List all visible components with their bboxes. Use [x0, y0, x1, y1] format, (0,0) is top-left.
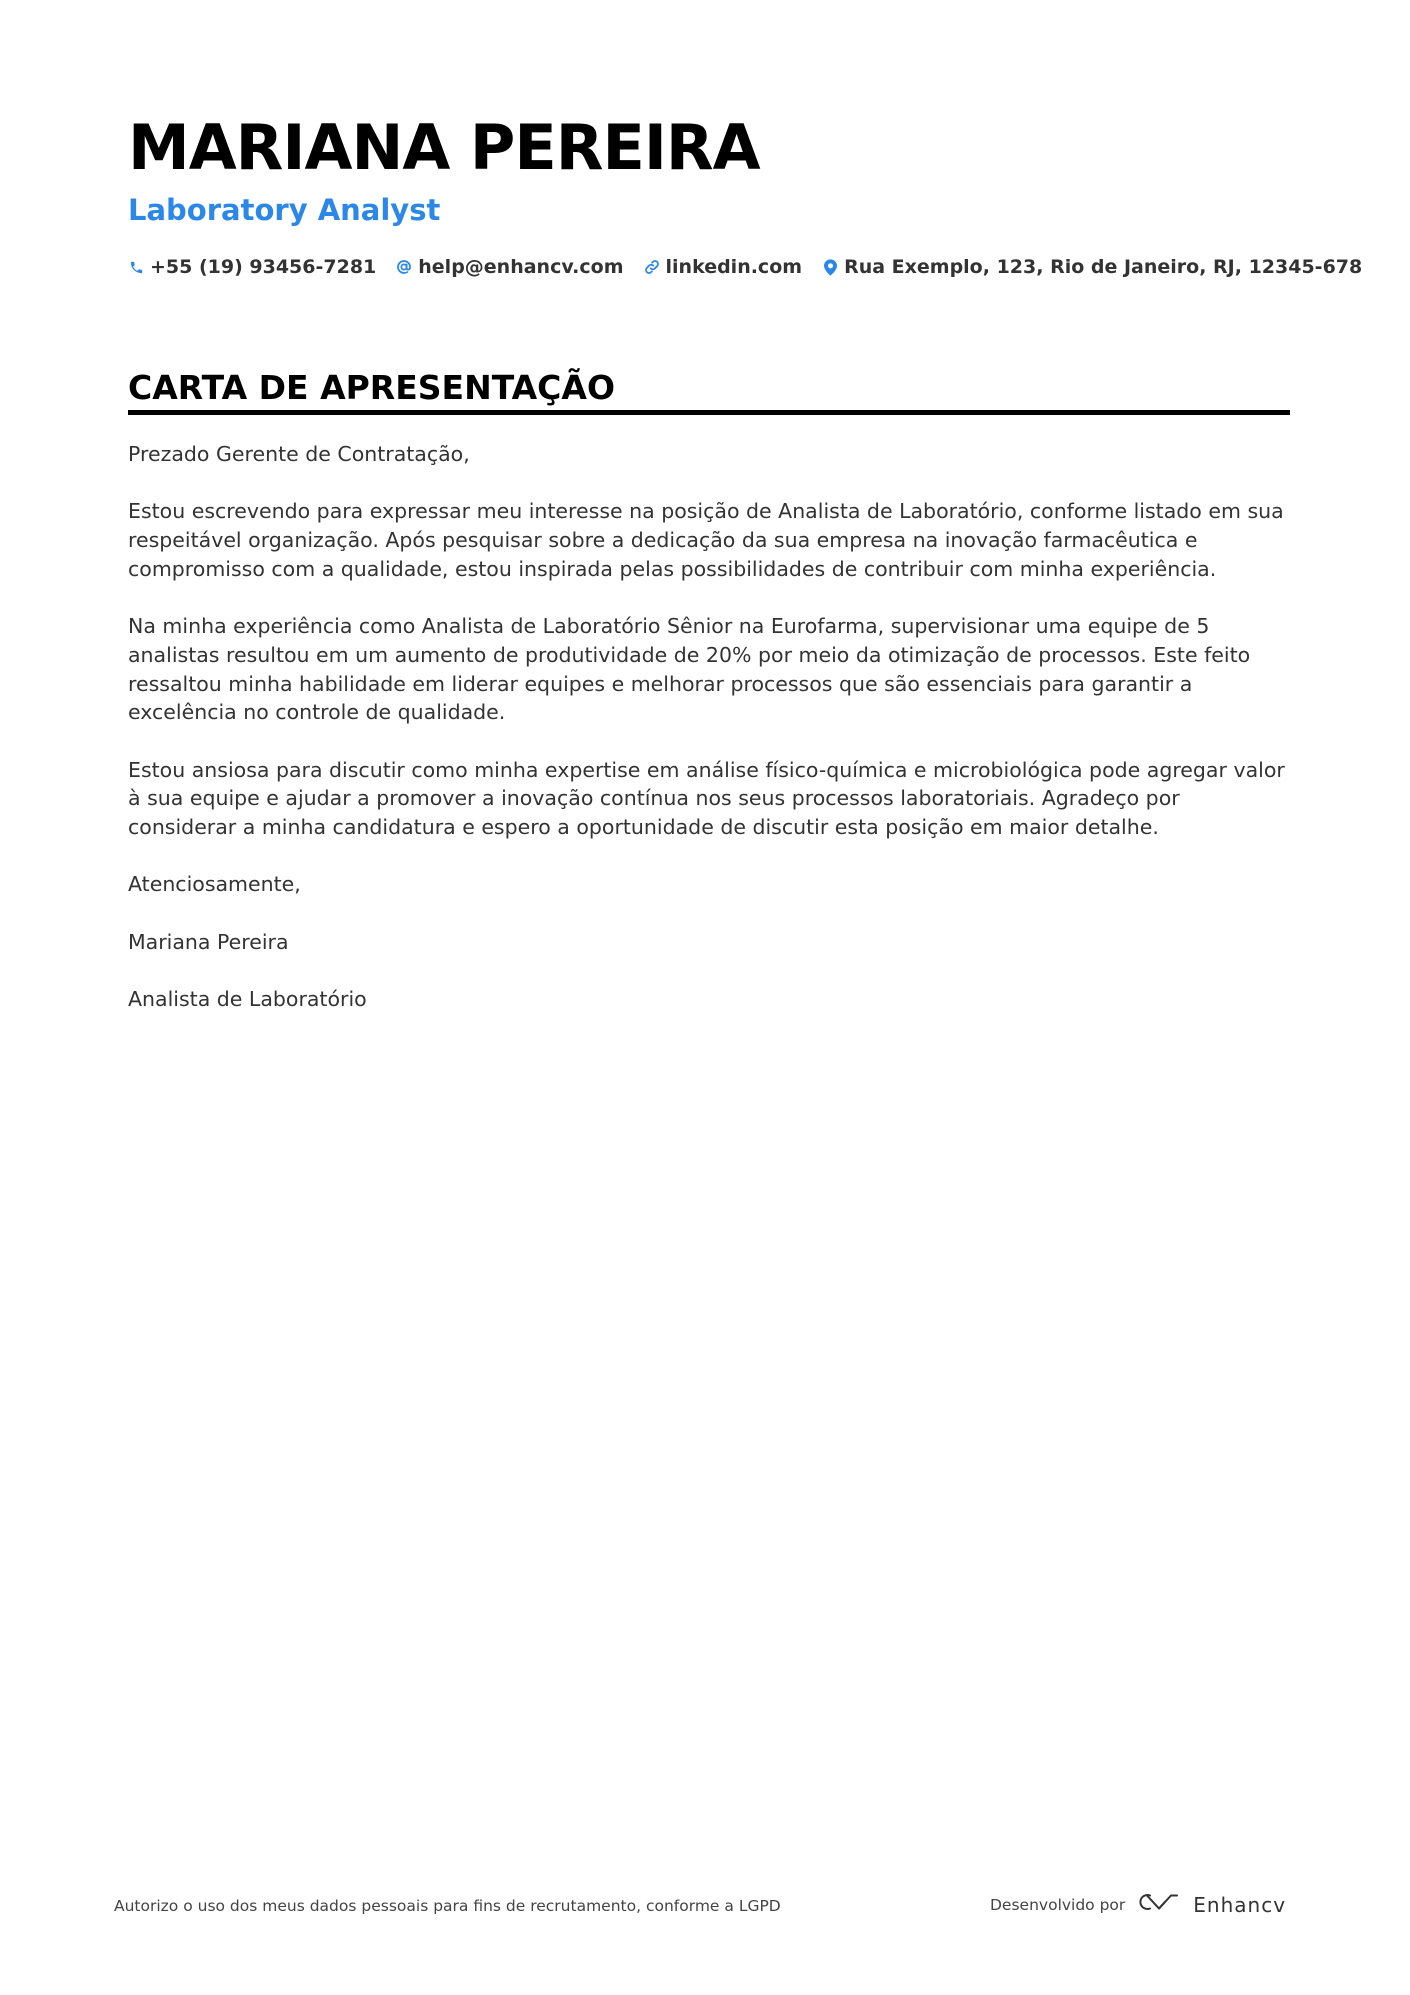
- phone-text: +55 (19) 93456-7281: [150, 256, 377, 278]
- contact-bar: [128, 252, 1362, 282]
- candidate-name: MARIANA PEREIRA: [128, 111, 760, 184]
- signature-name: Mariana Pereira: [128, 929, 289, 954]
- letter-greeting: Prezado Gerente de Contratação,: [128, 442, 470, 466]
- location-pin-icon: [822, 258, 838, 276]
- contact-email[interactable]: [396, 252, 623, 282]
- letter-paragraph: Estou escrevendo para expressar meu interesse na posição de Analista de Laboratório, conforme listado em sua respeitável organização. Após pesquisar sobre a dedicação da sua empresa na inovação farmacêutica e compromisso com a qualidade, estou inspirada pelas possibilidades de contribuir com minha experiência.: [128, 499, 1284, 581]
- link-icon: [644, 258, 660, 276]
- footer-powered-by[interactable]: [990, 1890, 1286, 1919]
- job-title: Laboratory Analyst: [128, 193, 441, 227]
- letter-closing: Atenciosamente,: [128, 872, 301, 897]
- letter-body: [128, 440, 1290, 1043]
- signature-title: Analista de Laboratório: [128, 987, 367, 1012]
- brand-name: Enhancv: [1193, 1892, 1287, 1917]
- phone-icon: [128, 258, 144, 276]
- footer-consent: Autorizo o uso dos meus dados pessoais para fins de recrutamento, conforme a LGPD: [114, 1897, 781, 1915]
- contact-linkedin[interactable]: [644, 252, 803, 282]
- linkedin-text[interactable]: linkedin.com: [665, 256, 803, 278]
- email-text[interactable]: help@enhancv.com: [418, 256, 624, 278]
- letter-paragraph: Estou ansiosa para discutir como minha expertise em análise físico-química e microbiológica pode agregar valor à sua equipe e ajudar a promover a inovação contínua nos seus processos laboratoriais. Agradeço por considerar a minha candidatura e espero a oportunidade de discutir esta posição em maior detalhe.: [128, 757, 1285, 840]
- section-divider: [128, 410, 1290, 415]
- section-title: CARTA DE APRESENTAÇÃO: [128, 368, 615, 407]
- address-text: Rua Exemplo, 123, Rio de Janeiro, RJ, 12345-678: [844, 256, 1363, 278]
- enhancv-logo[interactable]: [1137, 1890, 1286, 1919]
- contact-address: [822, 252, 1362, 282]
- letter-paragraph: Na minha experiência como Analista de Laboratório Sênior na Eurofarma, supervisionar uma equipe de 5 analistas resultou em um aumento de produtividade de 20% por meio da otimização de processos. Este feito ressaltou minha habilidade em liderar equipes e melhorar processos que são essenciais para garantir a excelência no controle de qualidade.: [128, 614, 1251, 725]
- enhancv-logo-icon: [1137, 1890, 1183, 1919]
- contact-phone: [128, 252, 376, 282]
- at-icon: [396, 258, 412, 276]
- powered-by-label: Desenvolvido por: [990, 1895, 1126, 1914]
